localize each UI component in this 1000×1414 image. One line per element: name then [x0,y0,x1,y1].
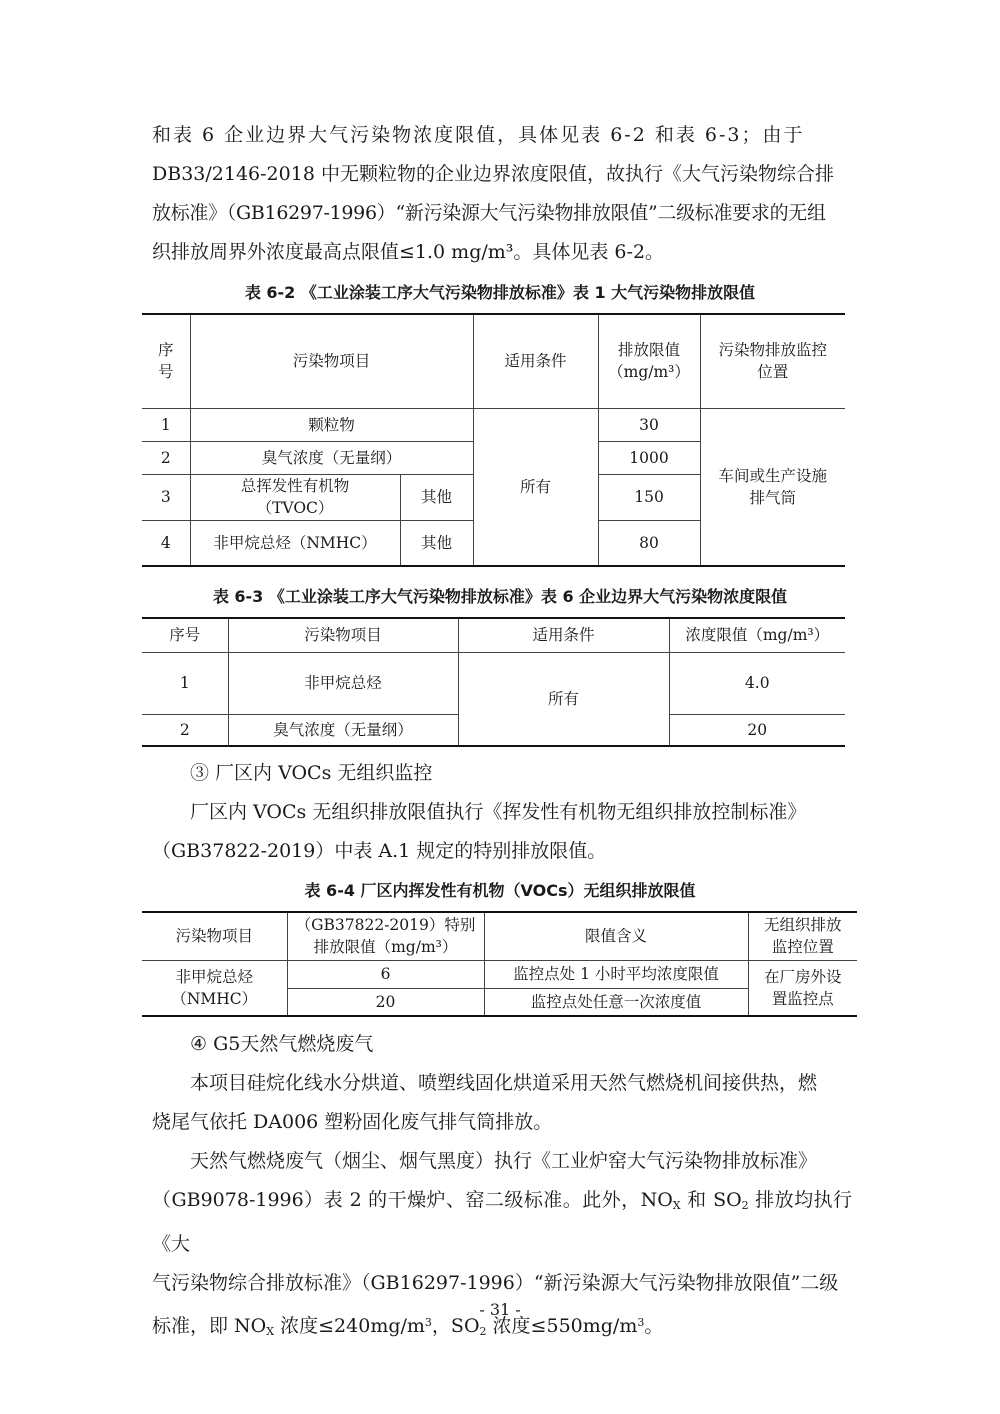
location-value: 在厂房外设 置监控点 [748,960,857,1016]
superscript: 3 [424,1316,432,1329]
header-location: 无组织排放 监控位置 [748,912,857,960]
row-limit: 80 [598,520,700,566]
header-item: 污染物项目 [190,314,473,408]
row-seq: 2 [142,441,190,474]
subscript: X [266,1325,275,1338]
section-4-heading: ④ G5天然气燃烧废气 [190,1033,374,1055]
text-run: 和 SO [680,1189,742,1211]
intro-paragraph [152,116,852,272]
row-item: 总挥发性有机物 （TVOC） [190,474,400,520]
intro-line-3: 放标准》（GB16297-1996）“新污染源大气污染物排放限值”二级标准要求的无组 [152,202,826,224]
header-limit: 浓度限值（mg/m³） [669,618,845,652]
intro-line-2: DB33/2146-2018 中无颗粒物的企业边界浓度限值，故执行《大气污染物综合排 [152,163,834,185]
row-limit: 20 [669,714,845,746]
header-limit: 排放限值 （mg/m³） [598,314,700,408]
table-row [142,652,845,714]
row-sub: 其他 [400,474,473,520]
table-6-2 [142,313,845,567]
section-4-para-b-line-2 [152,1181,852,1264]
row-item: 非甲烷总烃（NMHC） [190,520,400,566]
row-meaning: 监控点处任意一次浓度值 [484,988,748,1016]
text-run: 排放均执行《大 [152,1189,852,1255]
text-run: ，SO [431,1315,480,1337]
header-cond: 适用条件 [458,618,669,652]
intro-line-1: 和表 6 企业边界大气污染物浓度限值，具体见表 6-2 和表 6-3；由于 [152,124,805,146]
cond-all: 所有 [458,652,669,746]
table-6-2-caption: 表 6-2 《工业涂装工序大气污染物排放标准》表 1 大气污染物排放限值 [244,283,756,302]
row-limit: 20 [287,988,484,1016]
header-seq: 序号 [142,618,228,652]
header-meaning: 限值含义 [484,912,748,960]
table-6-3-caption: 表 6-3 《工业涂装工序大气污染物排放标准》表 6 企业边界大气污染物浓度限值 [212,587,788,606]
page-number: - 31 - [479,1300,521,1319]
section-4-para-b-line-3: 气污染物综合排放标准》（GB16297-1996）“新污染源大气污染物排放限值”二级 [152,1272,839,1294]
section-4-para-a-line-1: 本项目硅烷化线水分烘道、喷塑线固化烘道采用天然气燃烧机间接供热，燃 [190,1072,818,1094]
cond-all: 所有 [473,408,598,566]
header-location: 污染物排放监控 位置 [700,314,845,408]
row-limit: 6 [287,960,484,988]
intro-line-4: 织排放周界外浓度最高点限值≤1.0 mg/m³。具体见表 6-2。 [152,241,665,263]
header-item: 污染物项目 [228,618,458,652]
row-item: 臭气浓度（无量纲） [190,441,473,474]
text-run: 。 [644,1315,664,1337]
header-seq: 序 号 [142,314,190,408]
row-limit: 150 [598,474,700,520]
section-3 [152,754,852,871]
subscript: 2 [741,1199,749,1212]
superscript: 3 [637,1316,645,1329]
row-sub: 其他 [400,520,473,566]
header-cond: 适用条件 [473,314,598,408]
row-meaning: 监控点处 1 小时平均浓度限值 [484,960,748,988]
row-item: 臭气浓度（无量纲） [228,714,458,746]
table-row [142,408,845,441]
table-6-4 [142,911,857,1017]
row-limit: 1000 [598,441,700,474]
section-3-heading: ③ 厂区内 VOCs 无组织监控 [190,762,433,784]
text-run: 标准，即 NO [152,1315,267,1337]
header-limit: （GB37822-2019）特别 排放限值（mg/m³） [287,912,484,960]
table-row [142,960,857,988]
row-seq: 4 [142,520,190,566]
subscript: 2 [479,1325,487,1338]
text-run: 浓度≤240mg/m [274,1315,425,1337]
table-6-4-caption: 表 6-4 厂区内挥发性有机物（VOCs）无组织排放限值 [304,881,696,900]
location-value: 车间或生产设施 排气筒 [700,408,845,566]
section-3-line-1: 厂区内 VOCs 无组织排放限值执行《挥发性有机物无组织排放控制标准》 [190,801,807,823]
text-run: 浓度≤550mg/m [486,1315,638,1337]
row-limit: 4.0 [669,652,845,714]
row-seq: 1 [142,652,228,714]
table-6-3 [142,617,845,747]
row-item: 非甲烷总烃 [228,652,458,714]
row-seq: 2 [142,714,228,746]
row-item: 颗粒物 [190,408,473,441]
item-value: 非甲烷总烃 （NMHC） [142,960,287,1016]
section-4-para-a-line-2: 烧尾气依托 DA006 塑粉固化废气排气筒排放。 [152,1111,553,1133]
subscript: X [672,1199,681,1212]
row-seq: 3 [142,474,190,520]
row-limit: 30 [598,408,700,441]
section-4-para-b-line-1: 天然气燃烧废气（烟尘、烟气黑度）执行《工业炉窑大气污染物排放标准》 [190,1150,818,1172]
section-3-line-2: （GB37822-2019）中表 A.1 规定的特别排放限值。 [152,840,607,862]
header-item: 污染物项目 [142,912,287,960]
text-run: （GB9078-1996）表 2 的干燥炉、窑二级标准。此外，NO [152,1189,673,1211]
row-seq: 1 [142,408,190,441]
